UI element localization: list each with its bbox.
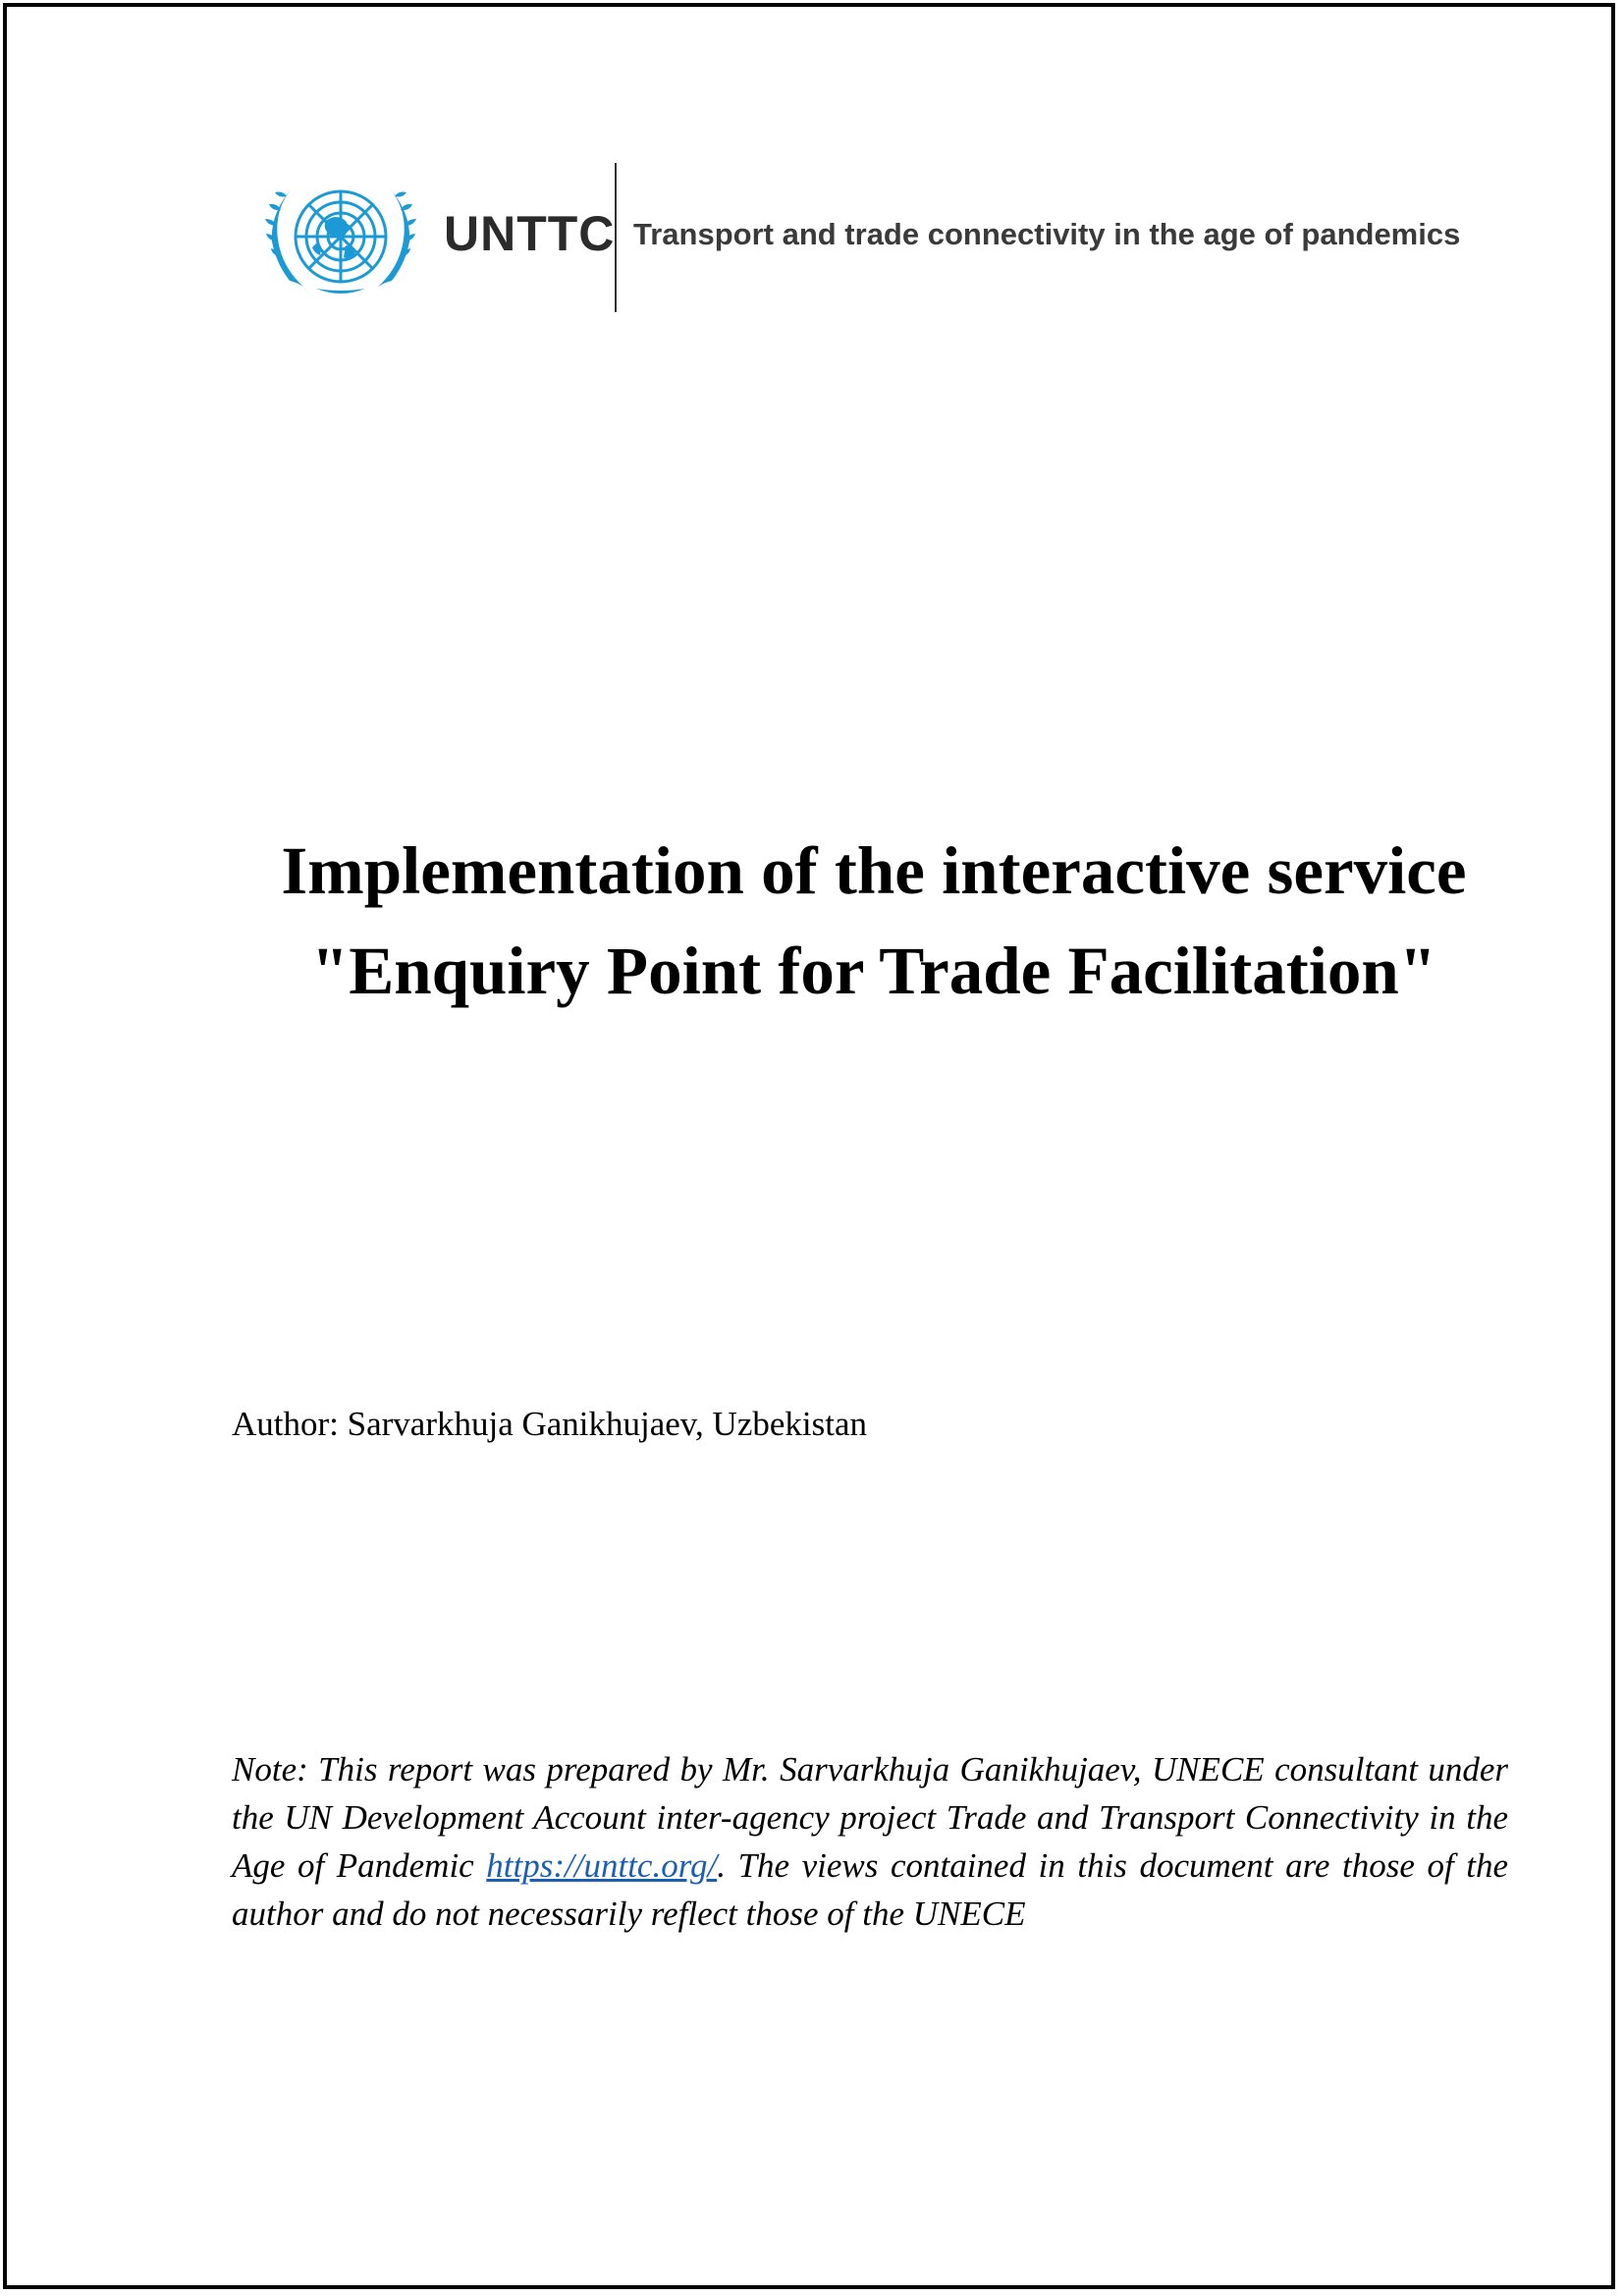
header-logo xyxy=(257,163,1494,312)
document-title-line-2: "Enquiry Point for Trade Facilitation" xyxy=(310,934,1437,1008)
note-text-before-link: Note: This report was prepared by Mr. Sarvarkhuja Ganikhujaev, UNECE consultant under the UN Development Account inter-agency project Trade and Transport Connectivity in the Age of Pandemic xyxy=(232,1750,1508,1885)
brand-tagline: Transport and trade connectivity in the age of pandemics xyxy=(633,217,1461,251)
brand-name: UNTTC xyxy=(444,206,616,261)
note-paragraph xyxy=(232,1745,1508,1938)
unttc-link[interactable]: https://unttc.org/ xyxy=(486,1846,718,1885)
document-title xyxy=(157,821,1591,1021)
header-divider xyxy=(615,163,617,312)
note-text-after-link: . The views contained in this document are those of the author and do not necessarily reflect those of the UNECE xyxy=(232,1846,1509,1933)
un-emblem-icon xyxy=(257,167,424,306)
document-title-line-1: Implementation of the interactive service xyxy=(281,833,1467,908)
page-border xyxy=(3,3,1615,2289)
author-line: Author: Sarvarkhuja Ganikhujaev, Uzbekistan xyxy=(232,1405,867,1443)
